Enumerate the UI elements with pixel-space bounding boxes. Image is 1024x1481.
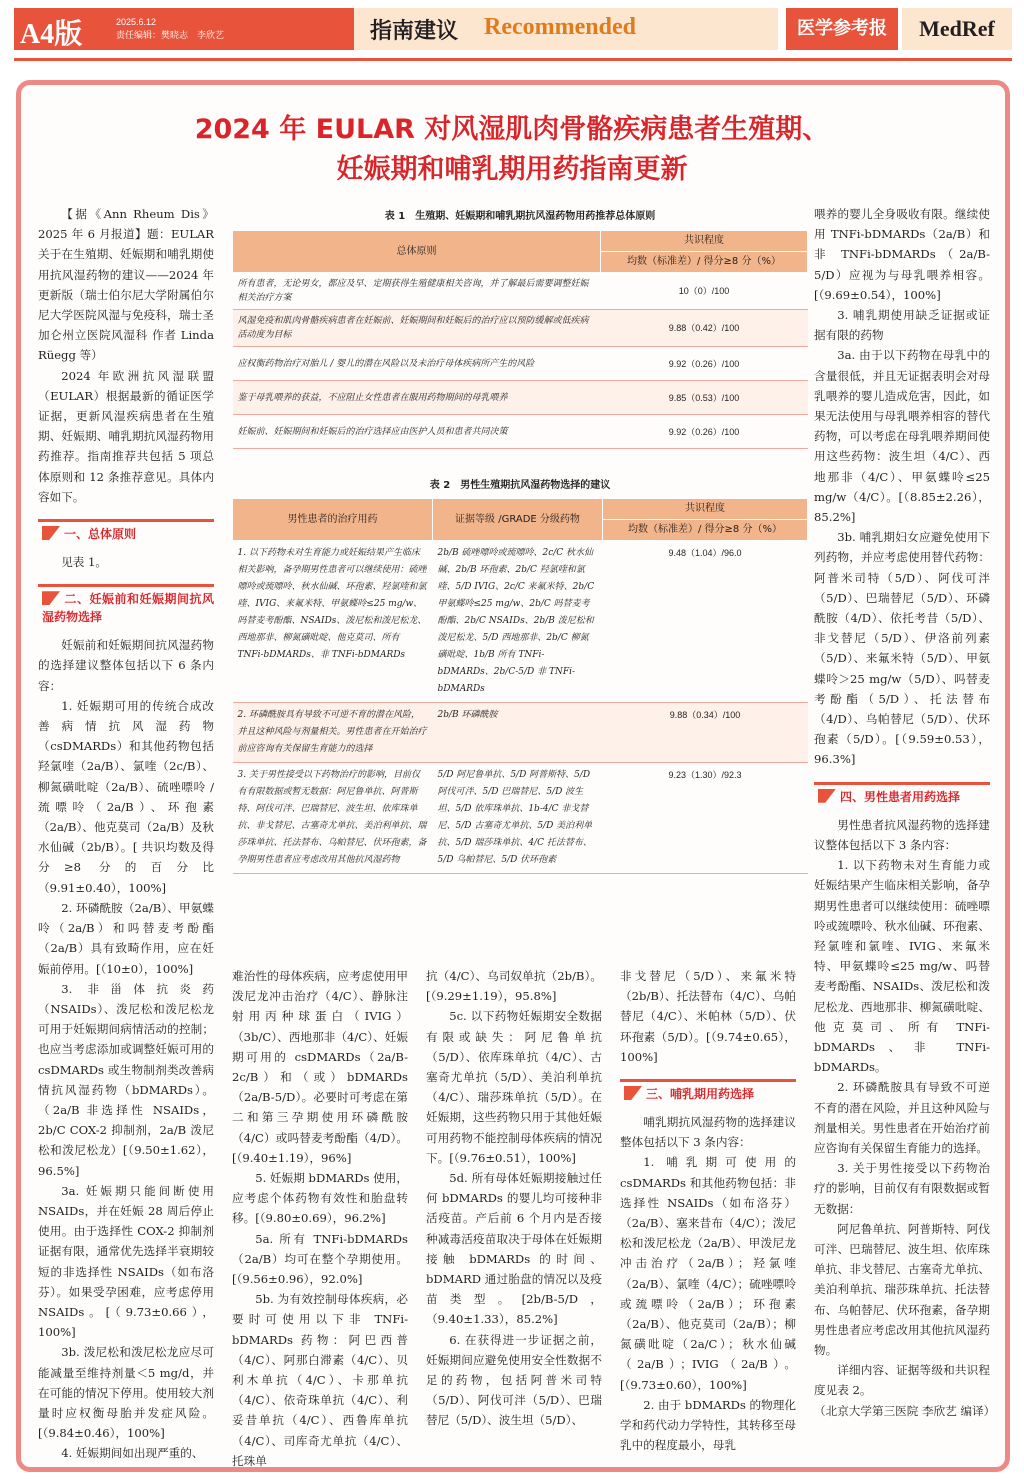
column-3 bbox=[426, 966, 602, 1431]
heading-marker-icon bbox=[42, 526, 60, 540]
table-cell: 3. 关于男性接受以下药物治疗的影响，目前仅有有限数据或暂无数据：阿尼鲁单抗、阿普斯特、阿伐可泮、巴瑞替尼、波生坦、依库珠单抗、非戈替尼、古塞奇尤单抗、美泊利单抗、瑞莎珠单抗、托法替布、乌帕替尼、伏环孢素，备孕期男性患者应考虑改用其他抗风湿药物 bbox=[233, 763, 433, 874]
intro-source: 【据《Ann Rheum Dis》2025 年 6 月报道】题：EULAR 关于在生殖期、妊娠期和哺乳期使用抗风湿药物的建议——2024 年更新版（瑞士伯尔尼大学附属伯尔尼大学医院风湿与免疫科，瑞士圣加仑州立医院风湿科 作者 Linda Rüegg 等） bbox=[38, 207, 214, 363]
table-cell: 妊娠前、妊娠期间和妊娠后的治疗选择应由医护人员和患者共同决策 bbox=[233, 415, 601, 449]
paragraph: 3b. 泼尼松和泼尼松龙应尽可能减量至维持剂量＜5 mg/d，并在可能的情况下停用。使用较大剂量时应权衡母胎并发症风险。[（9.84±0.46），100%] bbox=[38, 1345, 214, 1441]
table-cell: 9.92（0.26）/100 bbox=[601, 347, 808, 381]
brand-en: MedRef bbox=[902, 8, 1012, 50]
table-cell: 9.88（0.42）/100 bbox=[601, 310, 808, 347]
section-title-cn: 指南建议 bbox=[370, 19, 459, 44]
paragraph: 2. 由于 bDMARDs 的物理化学和药代动力学特性，其转移至母乳中的程度最小，母乳 bbox=[620, 1397, 796, 1453]
section-banner bbox=[354, 8, 778, 50]
table-cell: 2b/B 环磷酰胺 bbox=[433, 703, 603, 763]
table-row bbox=[233, 273, 808, 310]
column-4 bbox=[620, 966, 796, 1455]
column-1 bbox=[38, 204, 214, 1464]
intro-summary: 2024 年欧洲抗风湿联盟（EULAR）根据最新的循证医学证据，更新风湿疾病患者在生殖期、妊娠期、哺乳期抗风湿药物用药推荐。指南推荐共包括 5 项总体原则和 12 条推荐意见。具体内容如下。 bbox=[38, 368, 214, 504]
table-cell: 1. 以下药物未对生育能力或妊娠结果产生临床相关影响，备孕期男性患者可以继续使用：硫唑嘌呤或巯嘌呤、秋水仙碱、环孢素、羟氯喹和氯喹、IVIG、来氟米特、甲氨蝶呤≤25 mg/w、吗替麦考酚酯、NSAIDs、泼尼松和泼尼松龙、西地那非、柳氮磺吡啶、他克莫司、所有 TNFi-bDMARDs、非 TNFi-bDMARDs bbox=[233, 541, 433, 703]
heading-marker-icon bbox=[42, 591, 60, 605]
paragraph: 男性患者抗风湿药物的选择建议整体包括以下 3 条内容： bbox=[814, 817, 990, 852]
paragraph: 6. 在获得进一步证据之前，妊娠期间应避免使用安全性数据不足的药物，包括阿普米司特（5/D）、阿伐可泮（5/D）、巴瑞替尼（5/D）、波生坦（5/D）、 bbox=[426, 1332, 602, 1428]
title-line-1: 2024 年 EULAR 对风湿肌肉骨骼疾病患者生殖期、 bbox=[194, 114, 830, 145]
paragraph: 5b. 为有效控制母体疾病，必要时可使用以下非 TNFi-bDMARDs 药物：阿巴西普（4/C）、阿那白滞素（4/C）、贝利木单抗（4/C）、卡那单抗（4/C）、依奇珠单抗（4/C）、利妥昔单抗（4/C）、西鲁库单抗（4/C）、司库奇尤单抗（4/C）、托珠单 bbox=[232, 1292, 408, 1468]
table-cell: 所有患者，无论男女，都应及早、定期获得生殖健康相关咨询，并了解最后需要调整妊娠相关治疗方案 bbox=[233, 273, 601, 310]
table-1-caption: 表 1 生殖期、妊娠期和哺乳期抗风湿药物用药推荐总体原则 bbox=[384, 211, 656, 222]
section-heading-2: 二、妊娠前和妊娠期间抗风湿药物选择 bbox=[38, 584, 214, 629]
table-cell: 9.92（0.26）/100 bbox=[601, 415, 808, 449]
paragraph: 5c. 以下药物妊娠期安全数据有限或缺失：阿尼鲁单抗（5/D）、依库珠单抗（4/C）、古塞奇尤单抗（5/D）、美泊利单抗（4/C）、瑞莎珠单抗（5/D）。在妊娠期，这些药物只用于其他妊娠可用药物不能控制母体疾病的情况下。[（9.76±0.51），100%] bbox=[426, 1009, 602, 1165]
table-2-caption: 表 2 男性生殖期抗风湿药物选择的建议 bbox=[429, 480, 611, 491]
table-cell: 鉴于母乳喂养的获益，不应阻止女性患者在服用药物期间的母乳喂养 bbox=[233, 381, 601, 415]
paragraph: 抗（4/C）、乌司奴单抗（2b/B）。[（9.29±1.19），95.8%] bbox=[426, 969, 602, 1004]
brand-cn: 医学参考报 bbox=[786, 8, 898, 50]
section-title-en: Recommended bbox=[484, 14, 636, 40]
paragraph: 非戈替尼（5/D）、来氟米特（2b/B）、托法替布（4/C）、乌帕替尼（4/C）、米帕林（5/D）、伏环孢素（5/D）。[（9.74±0.65），100%] bbox=[620, 969, 796, 1064]
page-header bbox=[0, 0, 1024, 64]
paragraph: 阿尼鲁单抗、阿普斯特、阿伐可泮、巴瑞替尼、波生坦、依库珠单抗、非戈替尼、古塞奇尤单抗、美泊利单抗、瑞莎珠单抗、托法替布、乌帕替尼、伏环孢素，备孕期男性患者应考虑改用其他抗风湿药物。 bbox=[814, 1221, 990, 1357]
table-row bbox=[233, 703, 808, 763]
table-row bbox=[233, 415, 808, 449]
paragraph: 1. 以下药物未对生育能力或妊娠结果产生临床相关影响，备孕期男性患者可以继续使用：硫唑嘌呤或巯嘌呤、秋水仙碱、环孢素、羟氯喹和氯喹、IVIG、来氟米特、甲氨蝶呤≤25 mg/w、吗替麦考酚酯、NSAIDs、泼尼松和泼尼松龙、西地那非、柳氮磺吡啶、他克莫司、所有 TNFi-bDMARDs、非 TNFi-bDMARDs。 bbox=[814, 858, 990, 1075]
paragraph: 哺乳期抗风湿药物的选择建议整体包括以下 3 条内容： bbox=[620, 1115, 796, 1150]
paragraph: 5a. 所有 TNFi-bDMARDs（2a/B）均可在整个孕期使用。[（9.56±0.96），92.0%] bbox=[232, 1231, 408, 1287]
table-row bbox=[233, 541, 808, 703]
table-cell: 5/D 阿尼鲁单抗、5/D 阿普斯特、5/D 阿伐可泮、5/D 巴瑞替尼、5/D 波生坦、5/D 依库珠单抗、1b-4/C 非戈替尼、5/D 古塞奇尤单抗、5/D 美泊利单抗、5/D 瑞莎珠单抗、4/C 托法替布、5/D 乌帕替尼、5/D 伏环孢素 bbox=[433, 763, 603, 874]
paragraph: 详细内容、证据等级和共识程度见表 2。 bbox=[814, 1363, 990, 1398]
heading-marker-icon bbox=[624, 1086, 642, 1100]
table-1-header-consensus: 共识程度 bbox=[601, 231, 808, 252]
table-2 bbox=[232, 498, 808, 874]
table-2-header-recommend: 男性患者的治疗用药 bbox=[233, 499, 433, 541]
paragraph: 3b. 哺乳期妇女应避免使用下列药物，并应考虑使用替代药物：阿普米司特（5/D）、阿伐可泮（5/D）、巴瑞替尼（5/D）、环磷酰胺（4/D）、依托考昔（5/D）、非戈替尼（5/D）、伊洛前列素（5/D）、来氟米特（5/D）、甲氨蝶呤＞25 mg/w（5/D）、吗替麦考酚酯（5/D）、托法替布（4/D）、乌帕替尼（5/D）、伏环孢素（5/D）。[（9.59±0.53），96.3%] bbox=[814, 530, 990, 767]
paragraph: 5. 妊娠期 bDMARDs 使用，应考虑个体药物有效性和胎盘转移。[（9.80±0.69），96.2%] bbox=[232, 1171, 408, 1226]
paragraph: 喂养的婴儿全身吸收有限。继续使用 TNFi-bDMARDs（2a/B）和非 TNFi-bDMARDs（2a/B-5/D）应视为与母乳喂养相容。[（9.69±0.54），100%] bbox=[814, 207, 990, 302]
article-title bbox=[40, 110, 984, 190]
column-5 bbox=[814, 204, 996, 1421]
issue-date: 2025.6.12 bbox=[116, 17, 157, 27]
table-row bbox=[233, 381, 808, 415]
edition-label: A4版 bbox=[20, 19, 83, 50]
table-cell: 9.85（0.53）/100 bbox=[601, 381, 808, 415]
table-row bbox=[233, 347, 808, 381]
paragraph: 4. 妊娠期间如出现严重的、 bbox=[61, 1446, 204, 1461]
table-1-header-mean: 均数（标准差）/ 得分≥8 分（%） bbox=[601, 252, 808, 273]
table-cell: 9.23（1.30）/92.3 bbox=[603, 763, 808, 874]
table-1 bbox=[232, 230, 808, 449]
paragraph: 3. 非甾体抗炎药（NSAIDs）、泼尼松和泼尼松龙可用于妊娠期间病情活动的控制；也应当考虑添加或调整妊娠可用的 csDMARDs 或生物制剂类改善病情抗风湿药物（bDMARDs）。（2a/B 非选择性 NSAIDs，2b/C COX-2 抑制剂，2a/B 泼尼松和泼尼松龙）[（9.50±1.62），96.5%] bbox=[38, 981, 214, 1178]
edition-block bbox=[14, 8, 354, 50]
paragraph: 难治性的母体疾病，应考虑使用甲泼尼龙冲击治疗（4/C）、静脉注射用丙种球蛋白（IVIG）（3b/C）、西地那非（4/C）、妊娠期可用的 csDMARDs（2a/B-2c/B）和（或）bDMARDs（2a/B-5/D）。必要时可考虑在第二和第三孕期使用环磷酰胺（4/C）或吗替麦考酚酯（4/D）。[（9.40±1.19），96%] bbox=[232, 969, 408, 1165]
paragraph: 3a. 由于以下药物在母乳中的含量很低，并且无证据表明会对母乳喂养的婴儿造成危害，因此，如果无法使用与母乳喂养相容的替代药物，可以考虑在母乳喂养期间使用这些药物：波生坦（4/C）、西地那非（4/C）、甲氨蝶呤≤25 mg/w（4/C）。[（8.85±2.26），85.2%] bbox=[814, 348, 990, 525]
header-divider bbox=[14, 58, 1012, 61]
column-2 bbox=[232, 966, 408, 1471]
paragraph: 妊娠前和妊娠期间抗风湿药物的选择建议整体包括以下 6 条内容： bbox=[38, 638, 214, 693]
paragraph: 2. 环磷酰胺（2a/B）、甲氨蝶呤（2a/B）和吗替麦考酚酯（2a/B）具有致畸作用，应在妊娠前停用。[（10±0），100%] bbox=[38, 900, 214, 976]
table-cell: 9.88（0.34）/100 bbox=[603, 703, 808, 763]
paragraph: 3a. 妊娠期只能间断使用 NSAIDs，并在妊娠 28 周后停止使用。由于选择性 COX-2 抑制剂证据有限，通常优先选择半衰期较短的非选择性 NSAIDs（如布洛芬）。如果受孕困难，应考虑停用 NSAIDs。[（9.73±0.66），100%] bbox=[38, 1183, 214, 1340]
paragraph: 3. 关于男性接受以下药物治疗的影响，目前仅有有限数据或暂无数据： bbox=[814, 1161, 990, 1216]
table-row bbox=[233, 763, 808, 874]
section-heading-1: 一、总体原则 bbox=[38, 519, 214, 546]
paragraph: 1. 哺乳期可使用的 csDMARDs 和其他药物包括：非选择性 NSAIDs（如布洛芬）（2a/B）、塞来昔布（4/C）；泼尼松和泼尼松龙（2a/B）、甲泼尼龙冲击治疗（2a/B）；羟氯喹（2a/B）、氯喹（4/C）；硫唑嘌呤或巯嘌呤（2a/B）；环孢素（2a/B）、他克莫司（2a/B）；柳氮磺吡啶（2a/C）；秋水仙碱（2a/B）；IVIG（2a/B）。[（9.73±0.60），100%] bbox=[620, 1155, 796, 1392]
section-heading-4: 四、男性患者用药选择 bbox=[814, 782, 990, 809]
paragraph: 1. 妊娠期可用的传统合成改善病情抗风湿药物（csDMARDs）和其他药物包括羟氯喹（2a/B）、氯喹（2c/B）、柳氮磺吡啶（2a/B）、硫唑嘌呤 / 巯嘌呤（2a/B）、环孢素（2a/B）、他克莫司（2a/B）及秋水仙碱（2b/B）。[ 共识均数及得分≥8 分的百分比（9.91±0.40），100%] bbox=[38, 698, 214, 895]
table-row bbox=[233, 310, 808, 347]
paragraph: 3. 哺乳期使用缺乏证据或证据有限的药物 bbox=[814, 308, 990, 343]
title-line-2: 妊娠期和哺乳期用药指南更新 bbox=[336, 154, 688, 185]
table-1-header-principle: 总体原则 bbox=[233, 231, 601, 273]
editors: 责任编辑：樊晓志 李欣艺 bbox=[116, 30, 225, 40]
table-2-header-evidence: 证据等级 /GRADE 分级药物 bbox=[433, 499, 603, 541]
translator-signature: （北京大学第三医院 李欣艺 编译） bbox=[814, 1403, 996, 1418]
table-cell: 2. 环磷酰胺具有导致不可逆不育的潜在风险，并且这种风险与剂量相关。男性患者在开始治疗前应咨询有关保留生育能力的选择 bbox=[233, 703, 433, 763]
table-cell: 10（0）/100 bbox=[601, 273, 808, 310]
paragraph: 2. 环磷酰胺具有导致不可逆不育的潜在风险，并且这种风险与剂量相关。男性患者在开始治疗前应咨询有关保留生育能力的选择。 bbox=[814, 1080, 990, 1155]
table-cell: 应权衡药物治疗对胎儿 / 婴儿的潜在风险以及未治疗母体疾病所产生的风险 bbox=[233, 347, 601, 381]
paragraph: 5d. 所有母体妊娠期接触过任何 bDMARDs 的婴儿均可接种非活疫苗。产后前 6 个月内是否接种减毒活疫苗取决于母体在妊娠期接触 bDMARDs 的时间、bDMARD 通过胎盘的情况以及疫苗类型。[2b/B-5/D，（9.40±1.33），85.2%] bbox=[426, 1171, 602, 1327]
table-2-header-consensus: 共识程度 bbox=[603, 499, 808, 520]
header-meta bbox=[116, 16, 224, 42]
table-cell: 9.48（1.04）/96.0 bbox=[603, 541, 808, 703]
section-heading-3: 三、哺乳期用药选择 bbox=[620, 1079, 796, 1106]
table-cell: 风湿免疫和肌肉骨骼疾病患者在妊娠前、妊娠期间和妊娠后的治疗应以预防缓解或低疾病活动度为目标 bbox=[233, 310, 601, 347]
heading-marker-icon bbox=[818, 789, 836, 803]
table-cell: 2b/B 硫唑嘌呤或巯嘌呤、2c/C 秋水仙碱、2b/B 环孢素、2b/C 羟氯喹和氯喹、5/D IVIG、2c/C 来氟米特、2b/C 甲氨蝶呤≤25 mg/w、2b/C 吗替麦考酚酯、2b/C NSAIDs、2b/B 泼尼松和泼尼松龙、5/D 西地那非、2b/C 柳氮磺吡啶、1b/B 所有 TNFi-bDMARDs、2b/C-5/D 非 TNFi-bDMARDs bbox=[433, 541, 603, 703]
table-2-header-mean: 均数（标准差）/ 得分≥8 分（%） bbox=[603, 520, 808, 541]
paragraph: 见表 1。 bbox=[61, 555, 108, 570]
